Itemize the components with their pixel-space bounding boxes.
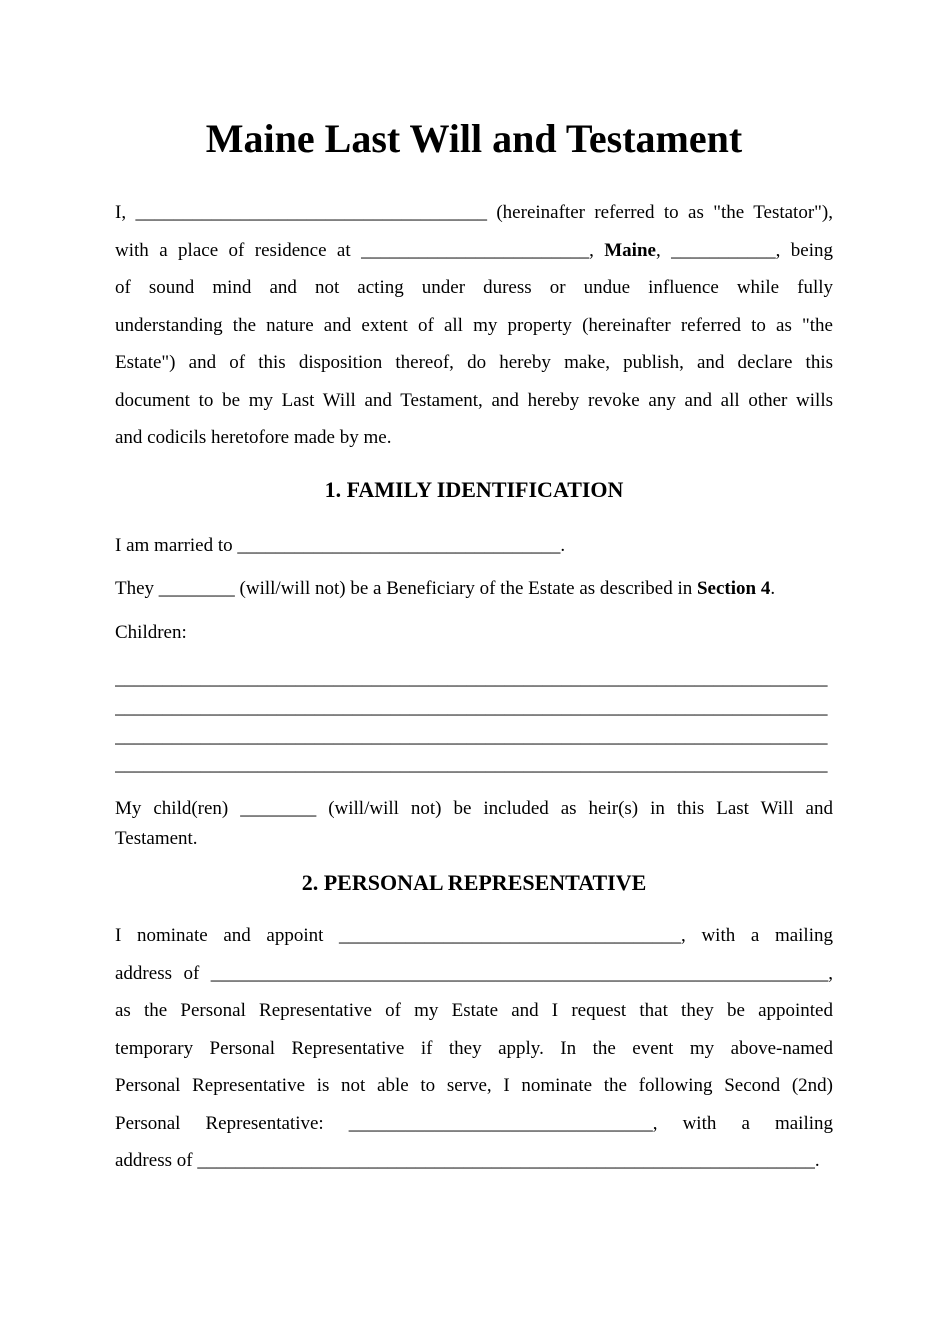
- pr-line-1-pre: I nominate and appoint: [115, 925, 340, 946]
- residence-detail-blank[interactable]: ___________: [671, 239, 776, 261]
- heirs-paragraph: [115, 794, 833, 854]
- pr-line-7: [115, 1142, 833, 1180]
- beneficiary-line: [115, 570, 833, 608]
- beneficiary-post: .: [770, 578, 776, 599]
- heirs-pre: My child(ren): [115, 798, 241, 819]
- beneficiary-mid: (will/will not) be a Beneficiary of the Estate as described in: [234, 578, 697, 599]
- pr-line-7-pre: address of: [115, 1150, 198, 1171]
- pr-line-1: [115, 917, 833, 955]
- section-2-heading: 2. PERSONAL REPRESENTATIVE: [301, 870, 647, 895]
- intro-line-1-pre: I,: [115, 202, 136, 223]
- pr-line-2-post: ,: [828, 962, 833, 984]
- intro-line-5: Estate") and of this disposition thereof, do hereby make, publish, and declare this: [115, 352, 833, 373]
- section-1-heading: 1. FAMILY IDENTIFICATION: [324, 477, 624, 502]
- testator-name-blank[interactable]: _____________________________________: [135, 202, 487, 223]
- pr-line-3: as the Personal Representative of my Estate and I request that they be appointed: [115, 1000, 833, 1021]
- children-blank-lines: [115, 665, 833, 780]
- intro-line-2-pre: with a place of residence at: [115, 239, 362, 261]
- beneficiary-pre: They: [115, 578, 159, 599]
- intro-line-4: understanding the nature and extent of all my property (hereinafter referred to as "the: [115, 314, 833, 336]
- married-line-post: .: [560, 535, 566, 556]
- section-4-reference: Section 4: [696, 578, 771, 599]
- children-label: Children:: [115, 622, 187, 643]
- intro-line-2-sep2: ,: [655, 239, 672, 261]
- pr-line-1-post: , with a mailing: [681, 925, 833, 946]
- pr-line-6-pre: Personal Representative:: [115, 1112, 349, 1134]
- personal-representative-name-blank[interactable]: ____________________________________: [339, 925, 682, 946]
- state-name: Maine: [604, 239, 656, 261]
- children-blank-line-1[interactable]: ___________________________________________________________________________: [115, 668, 828, 689]
- spouse-will-willnot-blank[interactable]: ________: [158, 578, 235, 599]
- second-pr-name-blank[interactable]: ________________________________: [348, 1112, 653, 1134]
- intro-line-7: and codicils heretofore made by me.: [115, 427, 392, 448]
- intro-paragraph: [115, 194, 833, 457]
- intro-line-6: document to be my Last Will and Testament, and hereby revoke any and all other wills: [115, 389, 833, 411]
- children-blank-line-3[interactable]: ___________________________________________________________________________: [115, 725, 828, 747]
- second-pr-mailing-address-blank[interactable]: _________________________________________________________________: [197, 1150, 815, 1171]
- intro-line-1: [115, 194, 833, 232]
- residence-address-blank[interactable]: ________________________: [361, 239, 590, 261]
- children-will-willnot-blank[interactable]: ________: [240, 798, 317, 819]
- married-line-pre: I am married to: [115, 535, 238, 556]
- intro-line-2-sep1: ,: [589, 239, 605, 261]
- pr-line-2: [115, 955, 833, 993]
- personal-representative-paragraph: [115, 917, 833, 1180]
- children-blank-line-2[interactable]: ___________________________________________________________________________: [115, 696, 828, 718]
- married-line: [115, 527, 833, 565]
- pr-line-5: Personal Representative is not able to serve, I nominate the following Second (2nd): [115, 1075, 833, 1096]
- pr-line-4: temporary Personal Representative if they apply. In the event my above-named: [115, 1037, 833, 1059]
- heirs-post: (will/will not) be included as heir(s) in this Last Will and: [316, 798, 833, 819]
- heirs-line-2: Testament.: [115, 828, 198, 849]
- document-title: Maine Last Will and Testament: [205, 116, 743, 161]
- pr-line-6: [115, 1105, 833, 1143]
- pr-mailing-address-blank[interactable]: _________________________________________________________________: [210, 962, 829, 984]
- intro-line-1-post: (hereinafter referred to as "the Testator"),: [486, 202, 833, 223]
- children-blank-line-4[interactable]: ___________________________________________________________________________: [115, 754, 828, 776]
- pr-line-6-post: , with a mailing: [652, 1112, 834, 1134]
- intro-line-2-post: , being: [775, 239, 834, 261]
- pr-line-7-post: .: [814, 1150, 820, 1171]
- intro-line-3: of sound mind and not acting under duress or undue influence while fully: [115, 277, 833, 298]
- heirs-line-1: [115, 794, 833, 824]
- pr-line-2-pre: address of: [115, 962, 211, 984]
- spouse-name-blank[interactable]: __________________________________: [237, 535, 561, 556]
- intro-line-2: [115, 232, 833, 270]
